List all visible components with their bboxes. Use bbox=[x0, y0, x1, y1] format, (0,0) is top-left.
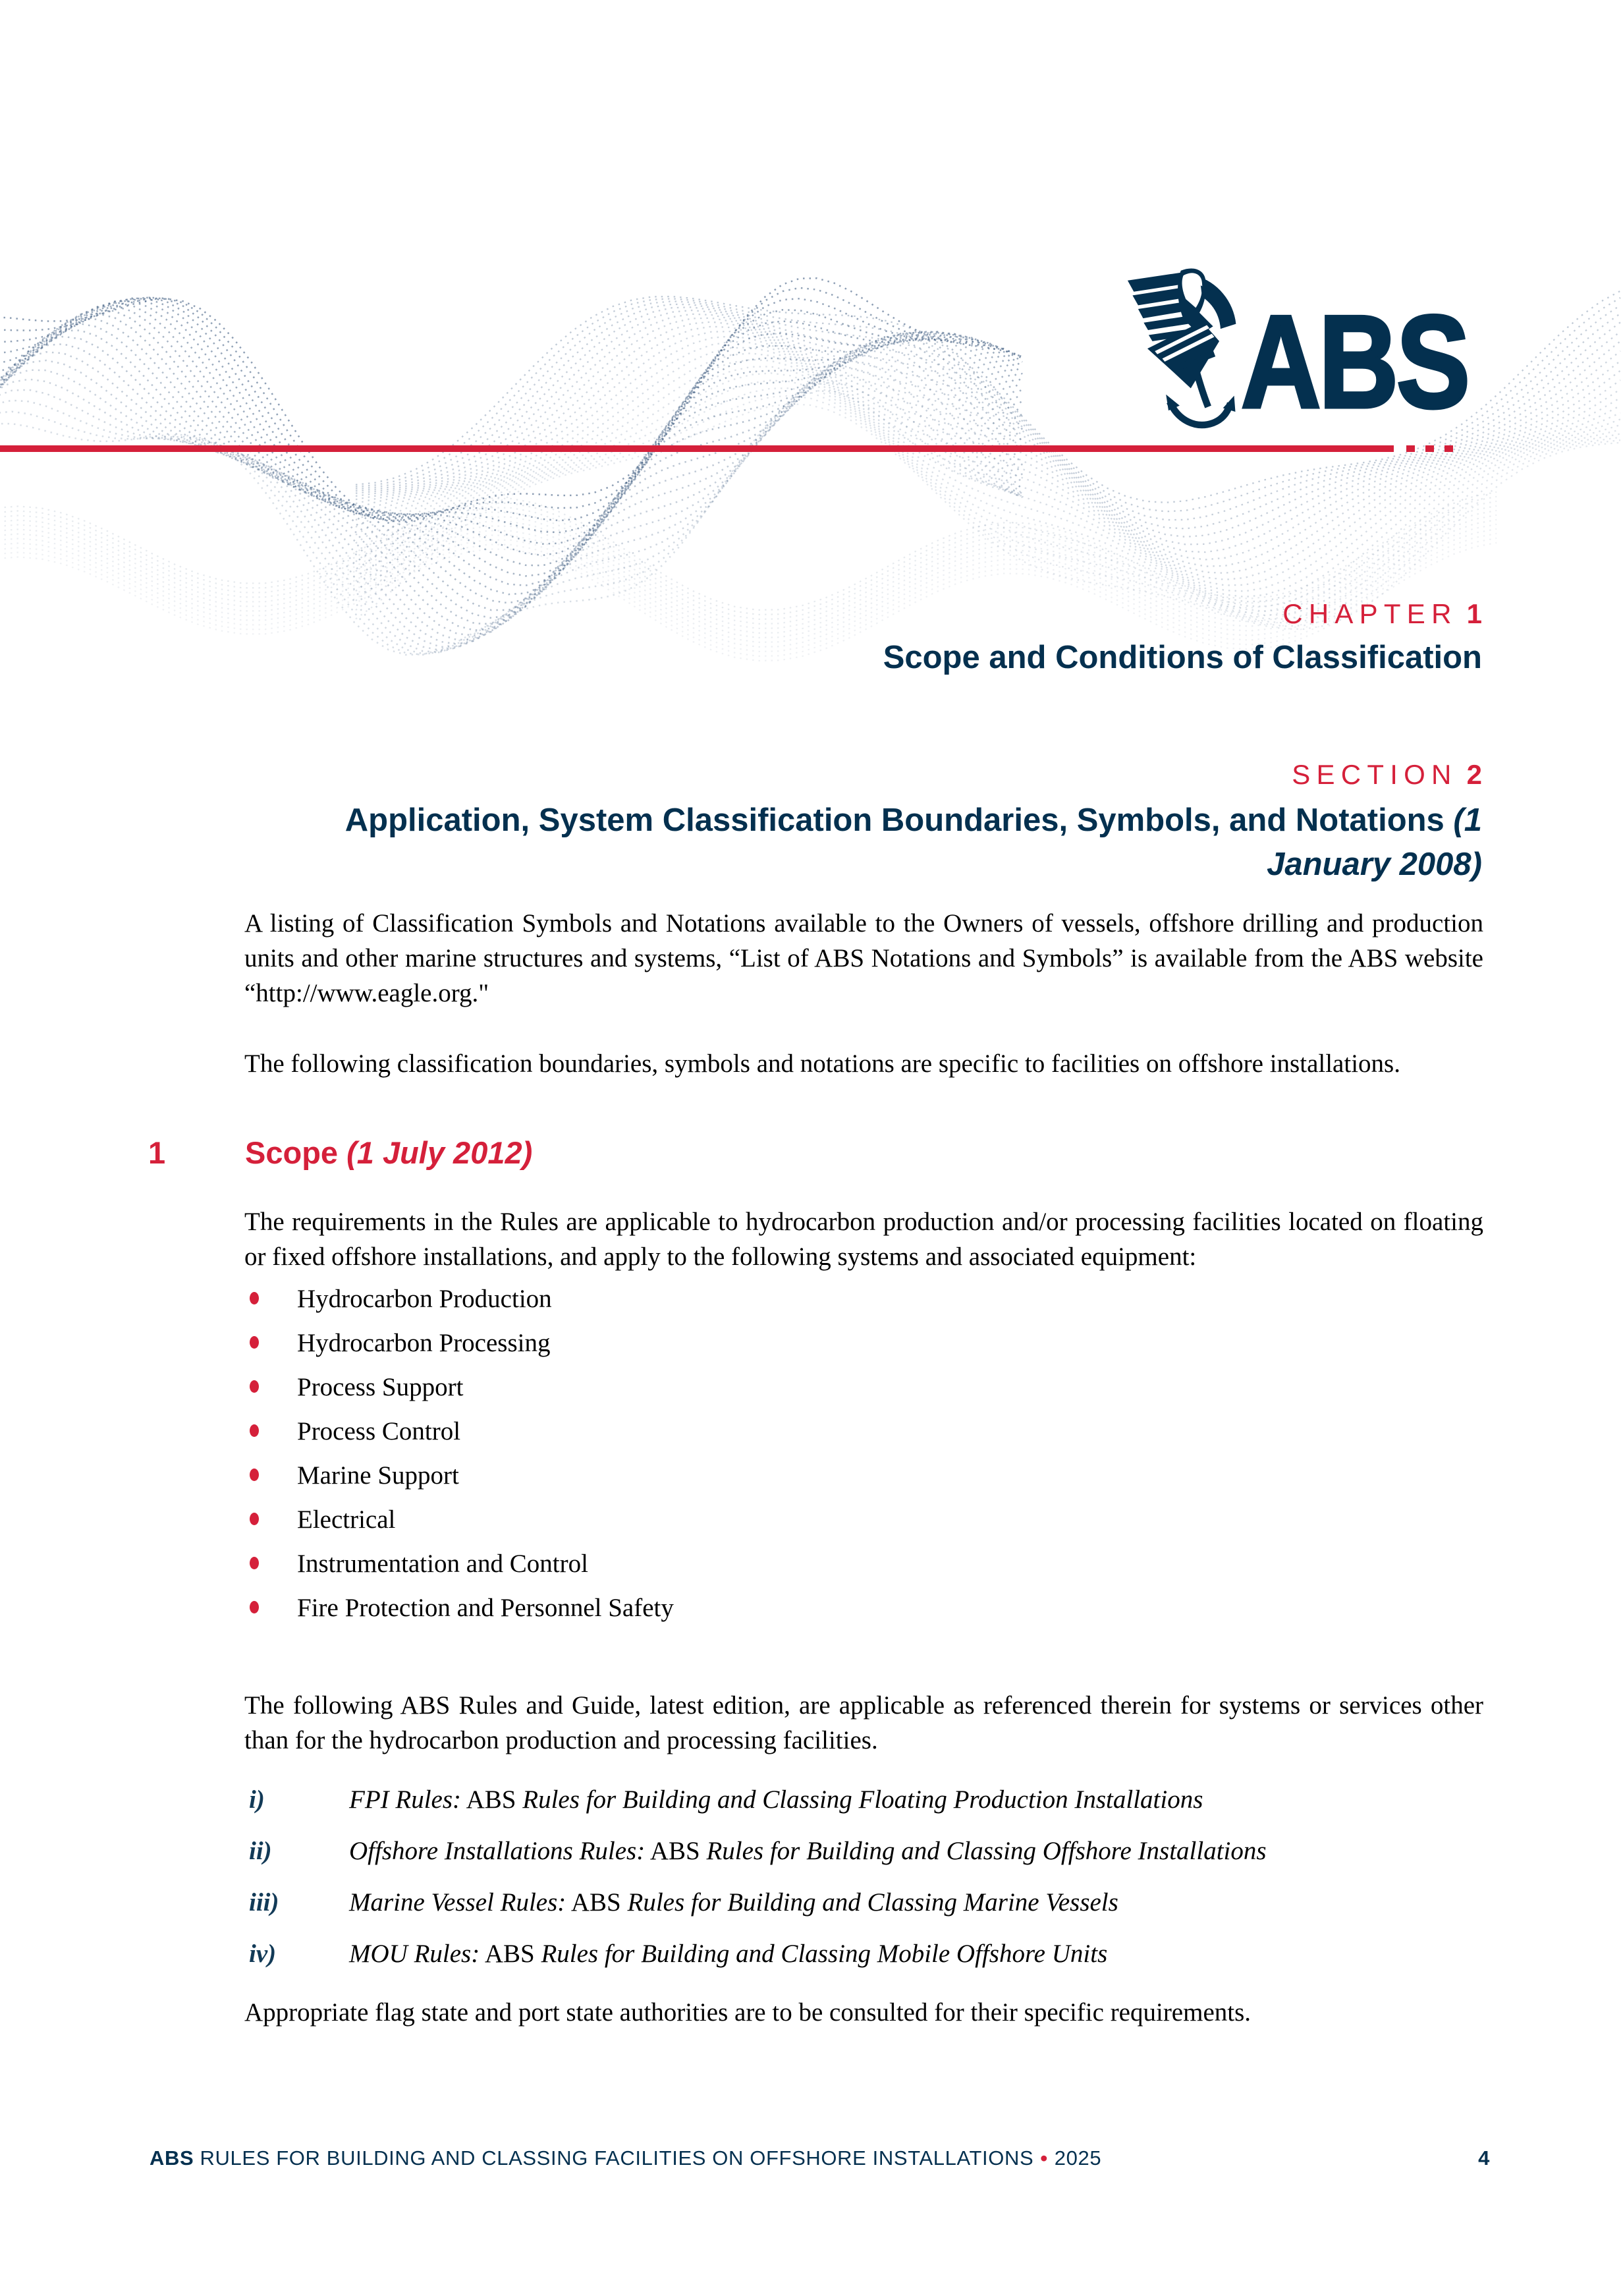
bullet-icon bbox=[250, 1380, 259, 1393]
list-item: ii) Offshore Installations Rules: ABS Rules for Building and Classing Offshore Installations bbox=[249, 1837, 1267, 1865]
footer-separator: • bbox=[1040, 2146, 1048, 2170]
list-item: Hydrocarbon Production bbox=[244, 1286, 1483, 1312]
abs-logo-wordmark: ABS bbox=[1241, 289, 1468, 435]
footer-text: ABS RULES FOR BUILDING AND CLASSING FACILITIES ON OFFSHORE INSTALLATIONS • 2025 bbox=[150, 2146, 1102, 2170]
chapter-label: CHAPTER bbox=[1282, 598, 1458, 629]
list-item: Process Support bbox=[244, 1374, 1483, 1400]
page-footer bbox=[150, 2146, 1490, 2170]
rules-intro-paragraph: The following ABS Rules and Guide, latest edition, are applicable as referenced therein for systems or services other than for the hydrocarbon production and processing facilities. bbox=[244, 1691, 1483, 1754]
list-item: Hydrocarbon Processing bbox=[244, 1330, 1483, 1356]
section-title-line1: Application, System Classification Boundaries, Symbols, and Notations (1 bbox=[344, 802, 1482, 838]
intro-paragraph-2: The following classification boundaries, symbols and notations are specific to facilities on offshore installations. bbox=[244, 1050, 1400, 1078]
list-item: i) FPI Rules: ABS Rules for Building and Classing Floating Production Installations bbox=[249, 1785, 1203, 1814]
list-item: Electrical bbox=[244, 1507, 1483, 1532]
closing-paragraph: Appropriate flag state and port state authorities are to be consulted for their specific requirements. bbox=[244, 1998, 1252, 2027]
section-eyebrow bbox=[1292, 759, 1482, 791]
header-rule-dash bbox=[1406, 445, 1415, 452]
abs-eagle-logo-icon bbox=[1116, 266, 1240, 435]
chapter-title: Scope and Conditions of Classification bbox=[883, 640, 1482, 675]
header-rule-dash bbox=[1444, 445, 1453, 452]
list-item: Instrumentation and Control bbox=[244, 1551, 1483, 1577]
bullet-icon bbox=[250, 1336, 259, 1349]
bullet-icon bbox=[250, 1513, 259, 1525]
scope-lead-paragraph: The requirements in the Rules are applicable to hydrocarbon production and/or processing facilities located on floating or fixed offshore installations, and apply to the following systems and associated equipment: bbox=[244, 1208, 1483, 1271]
section-title bbox=[345, 798, 1482, 887]
section-title-line2: January 2008) bbox=[1267, 847, 1482, 882]
scope-bullet-list bbox=[244, 1286, 1483, 1639]
list-item: Process Control bbox=[244, 1418, 1483, 1444]
list-item: iii) Marine Vessel Rules: ABS Rules for Building and Classing Marine Vessels bbox=[249, 1888, 1118, 1917]
section-label: SECTION bbox=[1292, 759, 1458, 790]
intro-paragraph-1: A listing of Classification Symbols and Notations available to the Owners of vessels, offshore drilling and production units and other marine structures and systems, “List of ABS Notations and Symbols” is available from the ABS website “http://www.eagle.org." bbox=[244, 909, 1483, 1007]
section-number: 2 bbox=[1466, 759, 1482, 790]
bullet-icon bbox=[250, 1601, 259, 1613]
header-rule-dash bbox=[1425, 445, 1434, 452]
bullet-icon bbox=[250, 1469, 259, 1481]
bullet-icon bbox=[250, 1557, 259, 1569]
bullet-icon bbox=[250, 1292, 259, 1304]
chapter-eyebrow bbox=[1282, 598, 1482, 630]
chapter-number: 1 bbox=[1466, 598, 1482, 629]
bullet-icon bbox=[250, 1424, 259, 1437]
list-item: iv) MOU Rules: ABS Rules for Building and Classing Mobile Offshore Units bbox=[249, 1940, 1108, 1968]
scope-heading-title: Scope (1 July 2012) bbox=[245, 1135, 533, 1170]
list-item: Marine Support bbox=[244, 1463, 1483, 1488]
referenced-rules-list bbox=[244, 1787, 1483, 1992]
header-red-rule bbox=[0, 445, 1394, 452]
scope-heading-number: 1 bbox=[148, 1135, 166, 1170]
list-item: Fire Protection and Personnel Safety bbox=[244, 1595, 1483, 1621]
page-number: 4 bbox=[1478, 2146, 1490, 2170]
